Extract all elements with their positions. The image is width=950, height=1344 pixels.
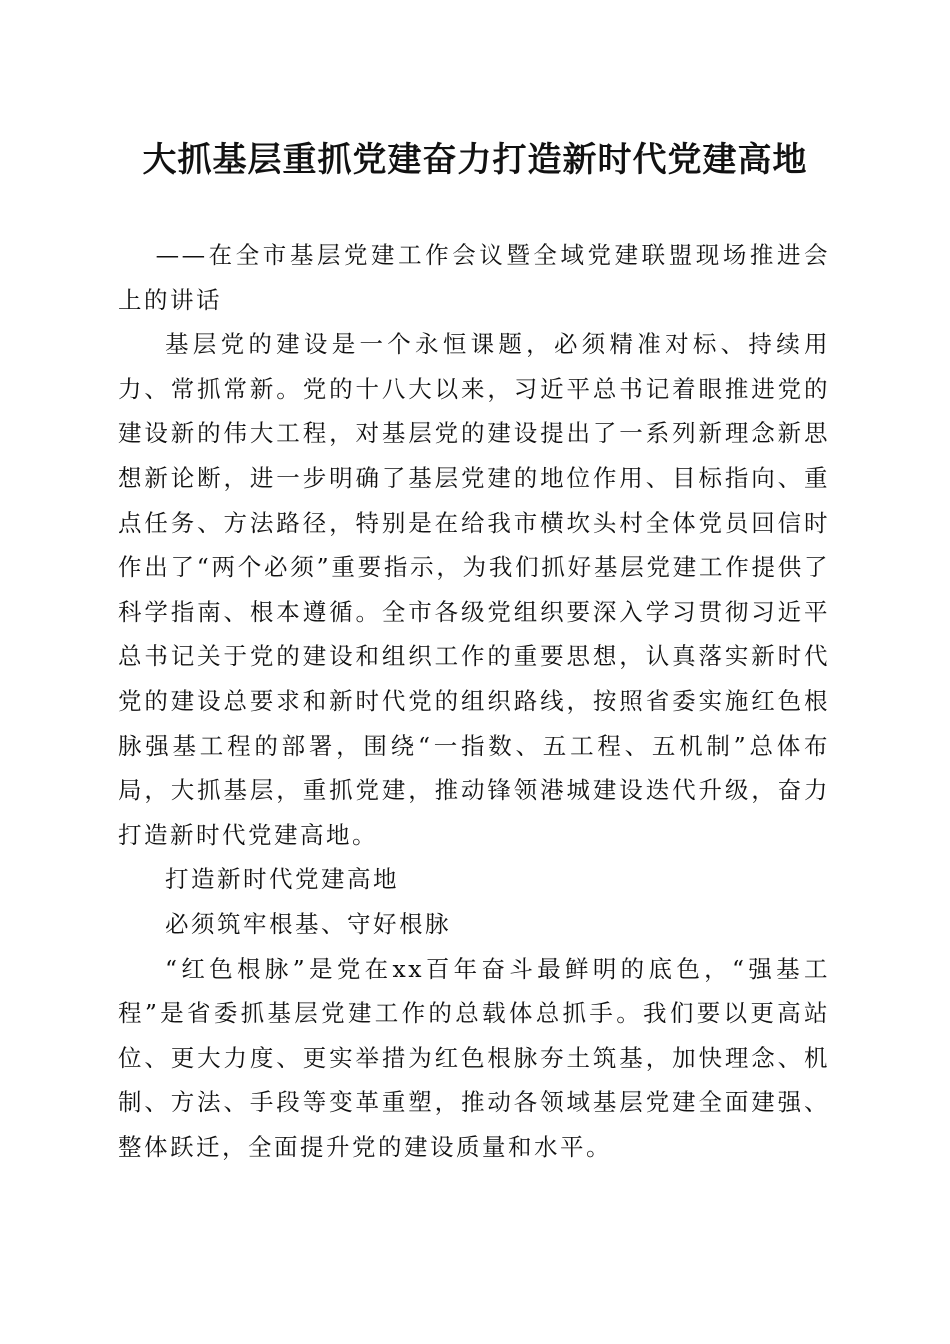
paragraph-intro: 基层党的建设是一个永恒课题，必须精准对标、持续用力、常抓常新。党的十八大以来，习近平总书记着眼推进党的建设新的伟大工程，对基层党的建设提出了一系列新理念新思想新论断，进一步明确了基层党建的地位作用、目标指向、重点任务、方法路径，特别是在给我市横坎头村全体党员回信时作出了“两个必须”重要指示，为我们抓好基层党建工作提供了科学指南、根本遵循。全市各级党组织要深入学习贯彻习近平总书记关于党的建设和组织工作的重要思想，认真落实新时代党的建设总要求和新时代党的组织路线，按照省委实施红色根脉强基工程的部署，围绕“一指数、五工程、五机制”总体布局，大抓基层，重抓党建，推动锋领港城建设迭代升级，奋力打造新时代党建高地。 <box>118 330 830 849</box>
paragraph-section: “红色根脉”是党在xx百年奋斗最鲜明的底色，“强基工程”是省委抓基层党建工作的总载体总抓手。我们要以更高站位、更大力度、更实举措为红色根脉夯土筑基，加快理念、机制、方法、手段等变革重塑，推动各领域基层党建全面建强、整体跃迁，全面提升党的建设质量和水平。 <box>118 954 830 1161</box>
section-subheading: 必须筑牢根基、守好根脉 <box>165 909 451 938</box>
document-subtitle: ——在全市基层党建工作会议暨全域党建联盟现场推进会上的讲话 <box>118 241 830 314</box>
section-heading: 打造新时代党建高地 <box>165 865 399 894</box>
document-title: 大抓基层重抓党建奋力打造新时代党建高地 <box>142 140 808 180</box>
document-body <box>118 233 830 1169</box>
